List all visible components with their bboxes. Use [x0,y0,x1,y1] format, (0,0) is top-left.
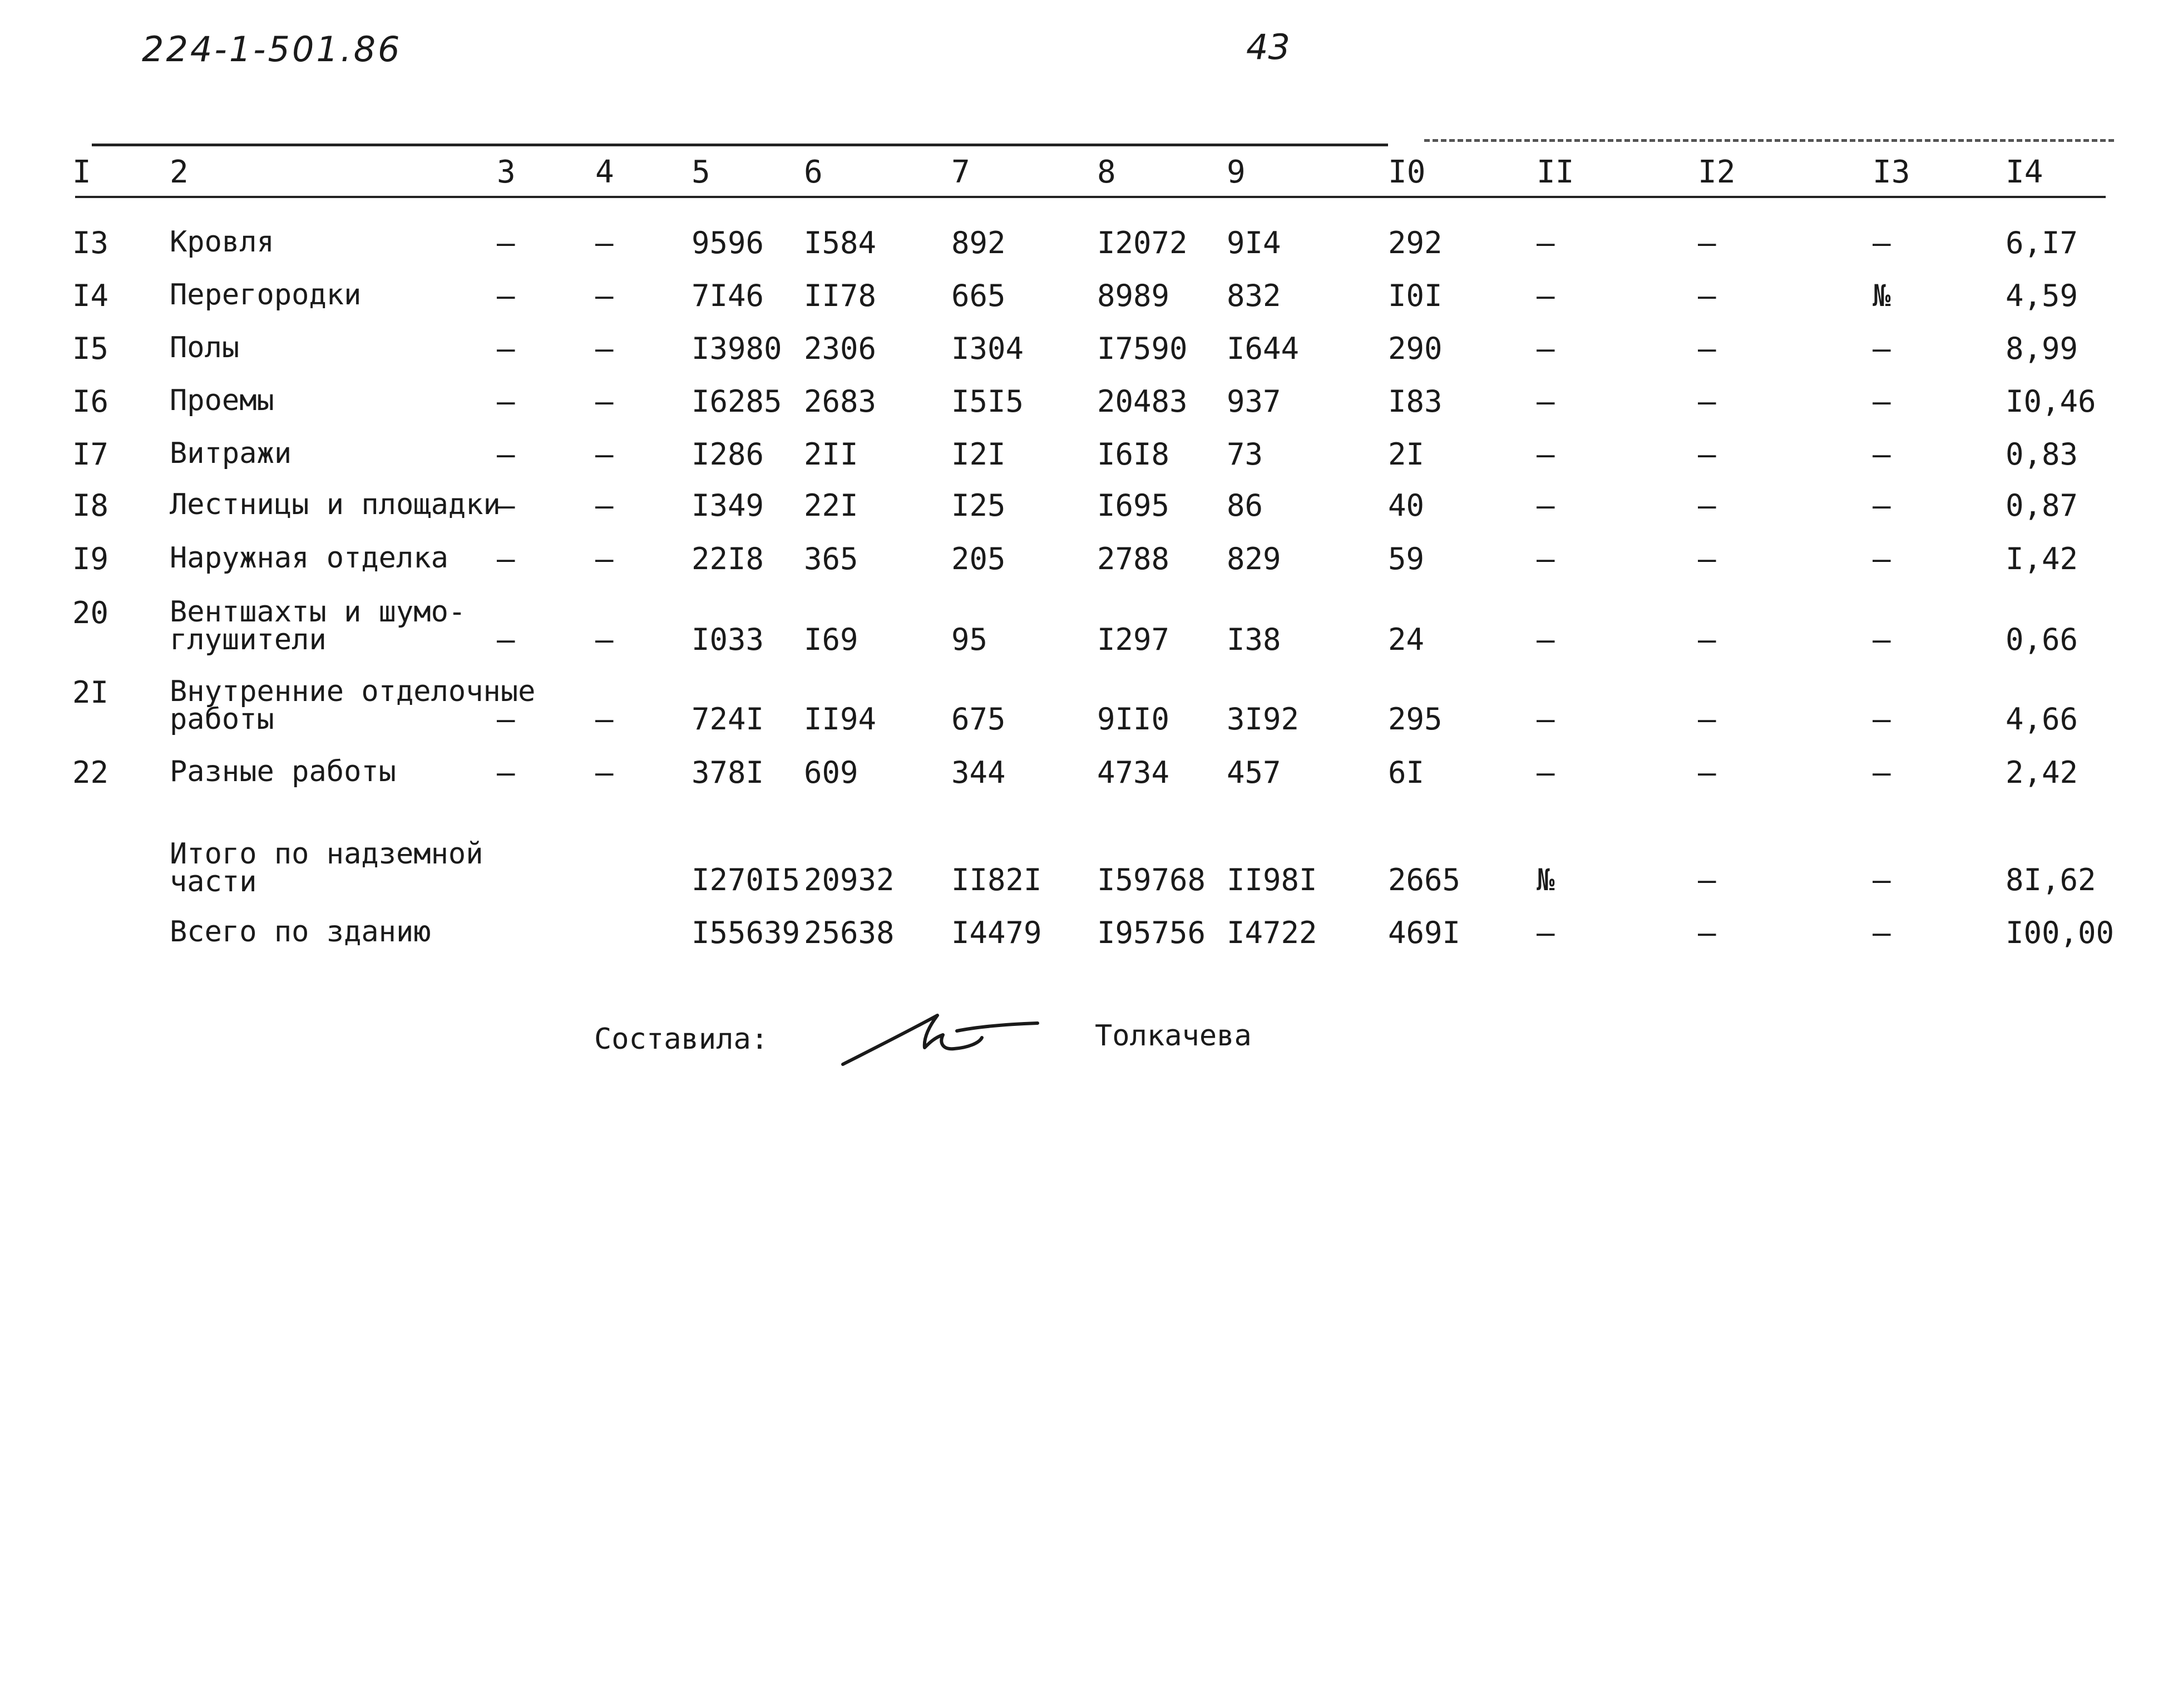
table-cell: – [595,755,614,790]
row-number: 20 [72,595,109,630]
row-number: 22 [72,755,109,790]
total-cell: I00,00 [2006,915,2115,950]
table-cell: 2,42 [2006,755,2078,790]
column-header: I2 [1698,154,1736,190]
table-cell: 24 [1388,622,1425,657]
table-cell: – [595,541,614,576]
table-cell: 0,87 [2006,488,2078,523]
table-cell: 2II [804,437,858,472]
row-label: Лестницы и площадки [170,488,501,521]
table-cell: 675 [951,702,1006,737]
header-bottom-rule [75,196,2106,198]
table-cell: I6I8 [1097,437,1170,472]
table-cell: I83 [1388,384,1443,419]
table-cell: I0I [1388,278,1443,313]
table-cell: – [497,225,515,260]
table-cell: – [1698,755,1716,790]
table-cell: – [1698,702,1716,737]
table-cell: – [497,541,515,576]
table-cell: 3I92 [1227,702,1300,737]
total-cell: № [1537,862,1555,897]
table-cell: 344 [951,755,1006,790]
table-cell: II94 [804,702,877,737]
table-cell: – [1537,331,1555,366]
table-cell: I3980 [692,331,782,366]
table-cell: – [1873,702,1891,737]
table-cell: – [595,488,614,523]
table-cell: – [497,331,515,366]
table-cell: – [595,331,614,366]
table-cell: I5I5 [951,384,1024,419]
table-cell: 665 [951,278,1006,313]
table-cell: I584 [804,225,877,260]
table-cell: – [497,755,515,790]
table-cell: 9II0 [1097,702,1170,737]
table-cell: 86 [1227,488,1263,523]
table-cell: – [497,278,515,313]
table-cell: – [497,702,515,737]
total-label: Всего по зданию [170,915,431,949]
column-header: 4 [595,154,614,190]
column-header: 6 [804,154,823,190]
table-cell: I69 [804,622,858,657]
table-cell: – [1698,488,1716,523]
table-cell: – [595,702,614,737]
table-cell: 457 [1227,755,1281,790]
table-cell: 6,I7 [2006,225,2078,260]
total-cell: I95756 [1097,915,1206,950]
table-cell: – [1698,331,1716,366]
table-cell: – [1537,384,1555,419]
table-cell: I6285 [692,384,782,419]
table-cell: – [595,278,614,313]
total-cell: I55639 [692,915,801,950]
page-number: 43 [1246,27,1290,67]
table-top-rule [92,144,1388,146]
table-cell: – [595,225,614,260]
table-cell: 2788 [1097,541,1170,576]
table-cell: – [1873,541,1891,576]
row-label: Перегородки [170,278,362,312]
table-cell: I2072 [1097,225,1188,260]
total-cell: 8I,62 [2006,862,2096,897]
table-cell: I297 [1097,622,1170,657]
signature-icon [840,999,1040,1071]
table-cell: I349 [692,488,764,523]
table-cell: – [1873,437,1891,472]
column-header: I3 [1873,154,1910,190]
table-cell: – [1537,437,1555,472]
row-label: Наружная отделка [170,541,448,575]
row-label: Кровля [170,225,274,259]
row-number: I3 [72,225,109,260]
table-cell: № [1873,278,1891,313]
table-cell: 295 [1388,702,1443,737]
table-cell: I644 [1227,331,1300,366]
table-cell: I695 [1097,488,1170,523]
table-cell: 8,99 [2006,331,2078,366]
table-cell: 892 [951,225,1006,260]
table-cell: 59 [1388,541,1425,576]
column-header: 5 [692,154,710,190]
column-header: 8 [1097,154,1116,190]
total-cell: I4479 [951,915,1042,950]
table-cell: 365 [804,541,858,576]
table-cell: 9I4 [1227,225,1281,260]
total-cell: 469I [1388,915,1461,950]
row-number: I8 [72,488,109,523]
table-cell: – [595,622,614,657]
table-top-rule-fragment [1424,139,2114,142]
row-number: I9 [72,541,109,576]
column-header: 2 [170,154,189,190]
total-cell: 2665 [1388,862,1461,897]
table-cell: 0,66 [2006,622,2078,657]
table-cell: 292 [1388,225,1443,260]
table-cell: 829 [1227,541,1281,576]
table-cell: 724I [692,702,764,737]
table-cell: – [1537,488,1555,523]
table-cell: 2I [1388,437,1425,472]
table-cell: 2683 [804,384,877,419]
table-cell: 4,59 [2006,278,2078,313]
table-cell: 4,66 [2006,702,2078,737]
column-header: I4 [2006,154,2043,190]
total-cell: 20932 [804,862,895,897]
table-cell: 4734 [1097,755,1170,790]
table-cell: 8989 [1097,278,1170,313]
table-cell: – [595,437,614,472]
table-cell: – [1537,278,1555,313]
row-label: Разные работы [170,755,396,788]
table-cell: I304 [951,331,1024,366]
row-label: Внутренние отделочные работы [170,675,536,736]
row-number: 2I [72,675,109,710]
table-cell: 609 [804,755,858,790]
total-cell: II82I [951,862,1042,897]
table-cell: 22I8 [692,541,764,576]
table-cell: I2I [951,437,1006,472]
table-cell: 7I46 [692,278,764,313]
total-cell: 25638 [804,915,895,950]
total-cell: II98I [1227,862,1317,897]
table-cell: 937 [1227,384,1281,419]
row-label: Витражи [170,437,292,470]
table-cell: – [1873,384,1891,419]
row-number: I4 [72,278,109,313]
table-cell: 205 [951,541,1006,576]
total-cell: I270I5 [692,862,801,897]
table-cell: 2306 [804,331,877,366]
column-header: I [72,154,91,190]
table-cell: – [1698,541,1716,576]
table-cell: I7590 [1097,331,1188,366]
column-header: 3 [497,154,516,190]
row-number: I5 [72,331,109,366]
row-label: Проемы [170,384,274,417]
total-cell: I59768 [1097,862,1206,897]
total-cell: I4722 [1227,915,1317,950]
column-header: 7 [951,154,970,190]
table-cell: – [1698,278,1716,313]
table-cell: – [595,384,614,419]
table-cell: 9596 [692,225,764,260]
table-cell: 40 [1388,488,1425,523]
total-cell: – [1873,862,1891,897]
compiler-name: Толкачева [1095,1019,1252,1053]
document-code: 224-1-501.86 [142,29,402,70]
table-cell: II78 [804,278,877,313]
table-cell: 0,83 [2006,437,2078,472]
row-label: Полы [170,331,240,364]
table-cell: 378I [692,755,764,790]
table-cell: I033 [692,622,764,657]
table-cell: 20483 [1097,384,1188,419]
table-cell: – [1537,755,1555,790]
total-label: Итого по надземной части [170,837,483,899]
table-cell: – [1537,541,1555,576]
table-cell: – [1873,755,1891,790]
table-cell: 73 [1227,437,1263,472]
table-cell: I286 [692,437,764,472]
column-header: II [1537,154,1574,190]
table-cell: – [1537,622,1555,657]
table-cell: I,42 [2006,541,2078,576]
table-cell: 832 [1227,278,1281,313]
table-cell: – [1537,225,1555,260]
table-cell: – [497,488,515,523]
table-cell: 290 [1388,331,1443,366]
table-cell: – [1698,225,1716,260]
table-cell: – [1698,622,1716,657]
table-cell: I25 [951,488,1006,523]
table-cell: – [1873,225,1891,260]
table-cell: – [1873,488,1891,523]
row-label: Вентшахты и шумо- глушители [170,595,466,656]
column-header: 9 [1227,154,1246,190]
table-cell: – [1698,384,1716,419]
table-cell: I0,46 [2006,384,2096,419]
table-cell: – [1873,331,1891,366]
table-cell: – [497,622,515,657]
table-cell: 6I [1388,755,1425,790]
table-cell: – [497,437,515,472]
total-cell: – [1698,915,1716,950]
table-cell: 22I [804,488,858,523]
row-number: I6 [72,384,109,419]
total-cell: – [1873,915,1891,950]
compiled-by-label: Составила: [594,1023,769,1056]
table-cell: – [1537,702,1555,737]
table-cell: – [497,384,515,419]
column-header: I0 [1388,154,1426,190]
total-cell: – [1537,915,1555,950]
table-cell: 95 [951,622,988,657]
row-number: I7 [72,437,109,472]
table-cell: – [1698,437,1716,472]
table-cell: I38 [1227,622,1281,657]
total-cell: – [1698,862,1716,897]
table-cell: – [1873,622,1891,657]
